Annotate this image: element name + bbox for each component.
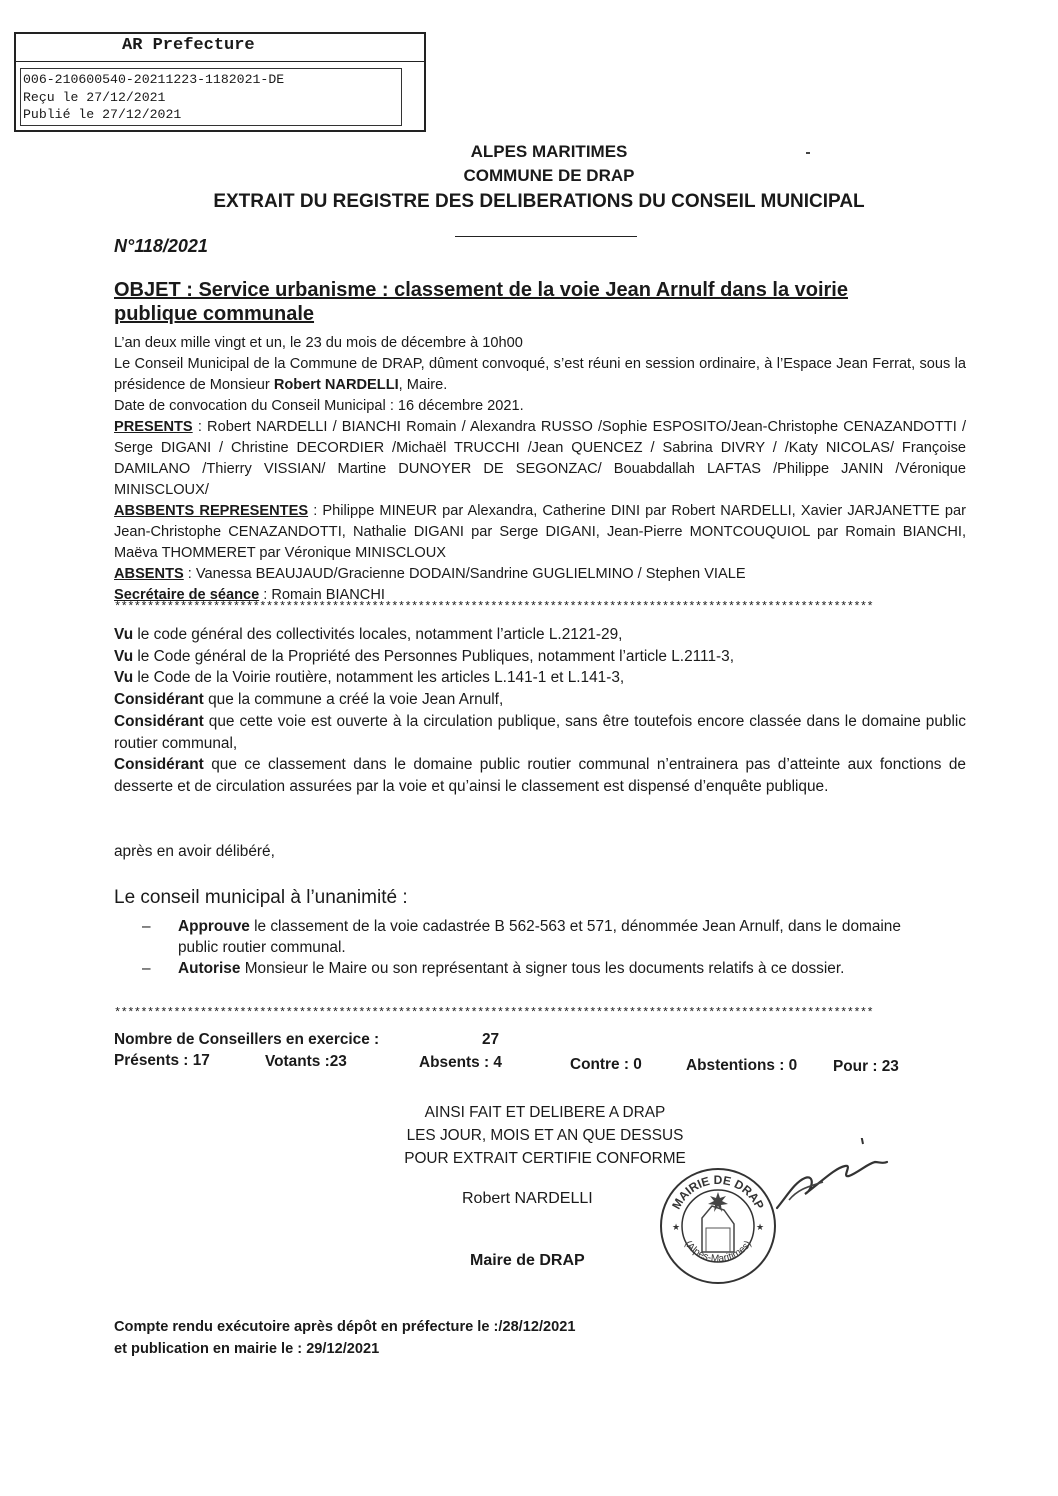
conseillers-label: Nombre de Conseillers en exercice : (114, 1031, 380, 1048)
decision-intro: Le conseil municipal à l’unanimité : (114, 887, 408, 908)
prefecture-deposit: Compte rendu exécutoire après dépôt en préfecture le :/28/12/2021 (114, 1319, 576, 1335)
certification-block: AINSI FAIT ET DELIBERE A DRAP LES JOUR, MOIS ET AN QUE DESSUS POUR EXTRAIT CERTIFIE CONFORME (404, 1104, 686, 1167)
conseillers-count: 27 (482, 1031, 500, 1048)
executory-footer (114, 1316, 576, 1360)
apres-deliberation: après en avoir délibéré, (114, 843, 275, 860)
consideration-item: Considérant que cette voie est ouverte à la circulation publique, sans être toutefois encore classée dans le domaine public routier communal, (114, 712, 966, 752)
decision-item: – Autorise Monsieur le Maire ou son représentant à signer tous les documents relatifs à ce dossier. (142, 960, 845, 977)
signatory-role: Maire de DRAP (470, 1252, 585, 1269)
separator-bottom: ******************************************************************************************************************* (114, 1006, 874, 1020)
scan-mark (806, 152, 810, 154)
stamp-reference: 006-210600540-20211223-1182021-DE (23, 72, 285, 87)
svg-text:MAIRIE DE DRAP: MAIRIE DE DRAP (669, 1173, 767, 1212)
mairie-publication: et publication en mairie le : 29/12/2021 (114, 1341, 380, 1357)
objet-heading: OBJET : Service urbanisme : classement de la voie Jean Arnulf dans la voirie publique communale (114, 279, 848, 325)
session-date: L’an deux mille vingt et un, le 23 du mois de décembre à 10h00 (114, 335, 523, 351)
absents-list: ABSENTS : Vanessa BEAUJAUD/Gracienne DODAIN/Sandrine GUGLIELMINO / Stephen VIALE (114, 566, 746, 582)
svg-text:★: ★ (672, 1222, 681, 1232)
pour-count: Pour : 23 (833, 1058, 899, 1075)
consideration-item: Considérant que ce classement dans le domaine public routier communal n’entrainera pas d’atteinte aux fonctions de desserte et de circulation assurées par la voie et qu’ainsi le classement est dispensé d’enquête publique. (114, 756, 966, 795)
signatory-name: Robert NARDELLI (462, 1190, 593, 1207)
stamp-details (20, 68, 402, 126)
contre-count: Contre : 0 (570, 1056, 642, 1073)
decision-list (142, 916, 932, 979)
session-convocation: Le Conseil Municipal de la Commune de DRAP, dûment convoqué, s’est réuni en session ordinaire, à l’Espace Jean Ferrat, sous la présidence de Monsieur Robert NARDELLI, Maire. (114, 356, 966, 393)
represented-list: ABSBENTS REPRESENTES : Philippe MINEUR par Alexandra, Catherine DINI par Robert NARDELLI, Xavier JARJANETTE par Jean-Christophe CENAZANDOTTI, Nathalie DIGANI par Serge DIGANI, Jean-Pierre MONTCOUQUIOL par Romain BIANCHI, Maëva THOMMERET par Véronique MINISCLOUX (114, 503, 966, 561)
convocation-date: Date de convocation du Conseil Municipal : 16 décembre 2021. (114, 398, 524, 414)
considerations (114, 624, 966, 798)
secretary: Secrétaire de séance : Romain BIANCHI (114, 587, 385, 603)
stamp-published: Publié le 27/12/2021 (23, 107, 182, 122)
session-details (114, 333, 966, 606)
presents-list: PRESENTS : Robert NARDELLI / BIANCHI Romain / Alexandra RUSSO /Sophie ESPOSITO/Jean-Christophe CENAZANDOTTI / Serge DIGANI / Christine DECORDIER /Michaël TRUCCHI /Jean QUENCEZ / Sabrina DIVRY / /Katy NICOLAS/ Françoise DAMILANO /Thierry VISSIAN/ Martine DUNOYER DE SEGONZAC/ Bouabdallah LAFTAS /Philippe JANIN /Véronique MINISCLOUX/ (114, 419, 966, 498)
mairie-seal-icon (658, 1166, 778, 1286)
abstentions-count: Abstentions : 0 (686, 1057, 798, 1074)
presents-count: Présents : 17 (114, 1052, 210, 1069)
decision-item: – Approuve le classement de la voie cadastrée B 562-563 et 571, dénommée Jean Arnulf, dans le domaine public routier communal. (142, 918, 901, 956)
handwritten-signature (775, 1138, 895, 1218)
consideration-item: Vu le Code général de la Propriété des Personnes Publiques, notamment l’article L.2111-3, (114, 647, 734, 665)
stamp-title: AR Prefecture (14, 32, 426, 62)
consideration-item: Vu le Code de la Voirie routière, notamment les articles L.141-1 et L.141-3, (114, 669, 625, 687)
separator-top: ******************************************************************************************************************* (114, 600, 874, 614)
absents-count: Absents : 4 (419, 1054, 502, 1071)
commune-heading: COMMUNE DE DRAP (463, 166, 635, 185)
consideration-item: Vu le code général des collectivités locales, notamment l’article L.2121-29, (114, 626, 623, 643)
votants-count: Votants :23 (265, 1053, 347, 1070)
header-divider (455, 236, 637, 237)
stamp-received: Reçu le 27/12/2021 (23, 89, 166, 105)
department-heading: ALPES MARITIMES (470, 142, 628, 161)
svg-text:★: ★ (756, 1222, 765, 1232)
deliberation-number: N°118/2021 (114, 236, 208, 256)
document-title: EXTRAIT DU REGISTRE DES DELIBERATIONS DU CONSEIL MUNICIPAL (213, 191, 865, 212)
svg-text:(Alpes-Maritimes): (Alpes-Maritimes) (682, 1238, 754, 1265)
president-name: Robert NARDELLI (273, 377, 399, 393)
consideration-item: Considérant que la commune a créé la voie Jean Arnulf, (114, 691, 504, 709)
